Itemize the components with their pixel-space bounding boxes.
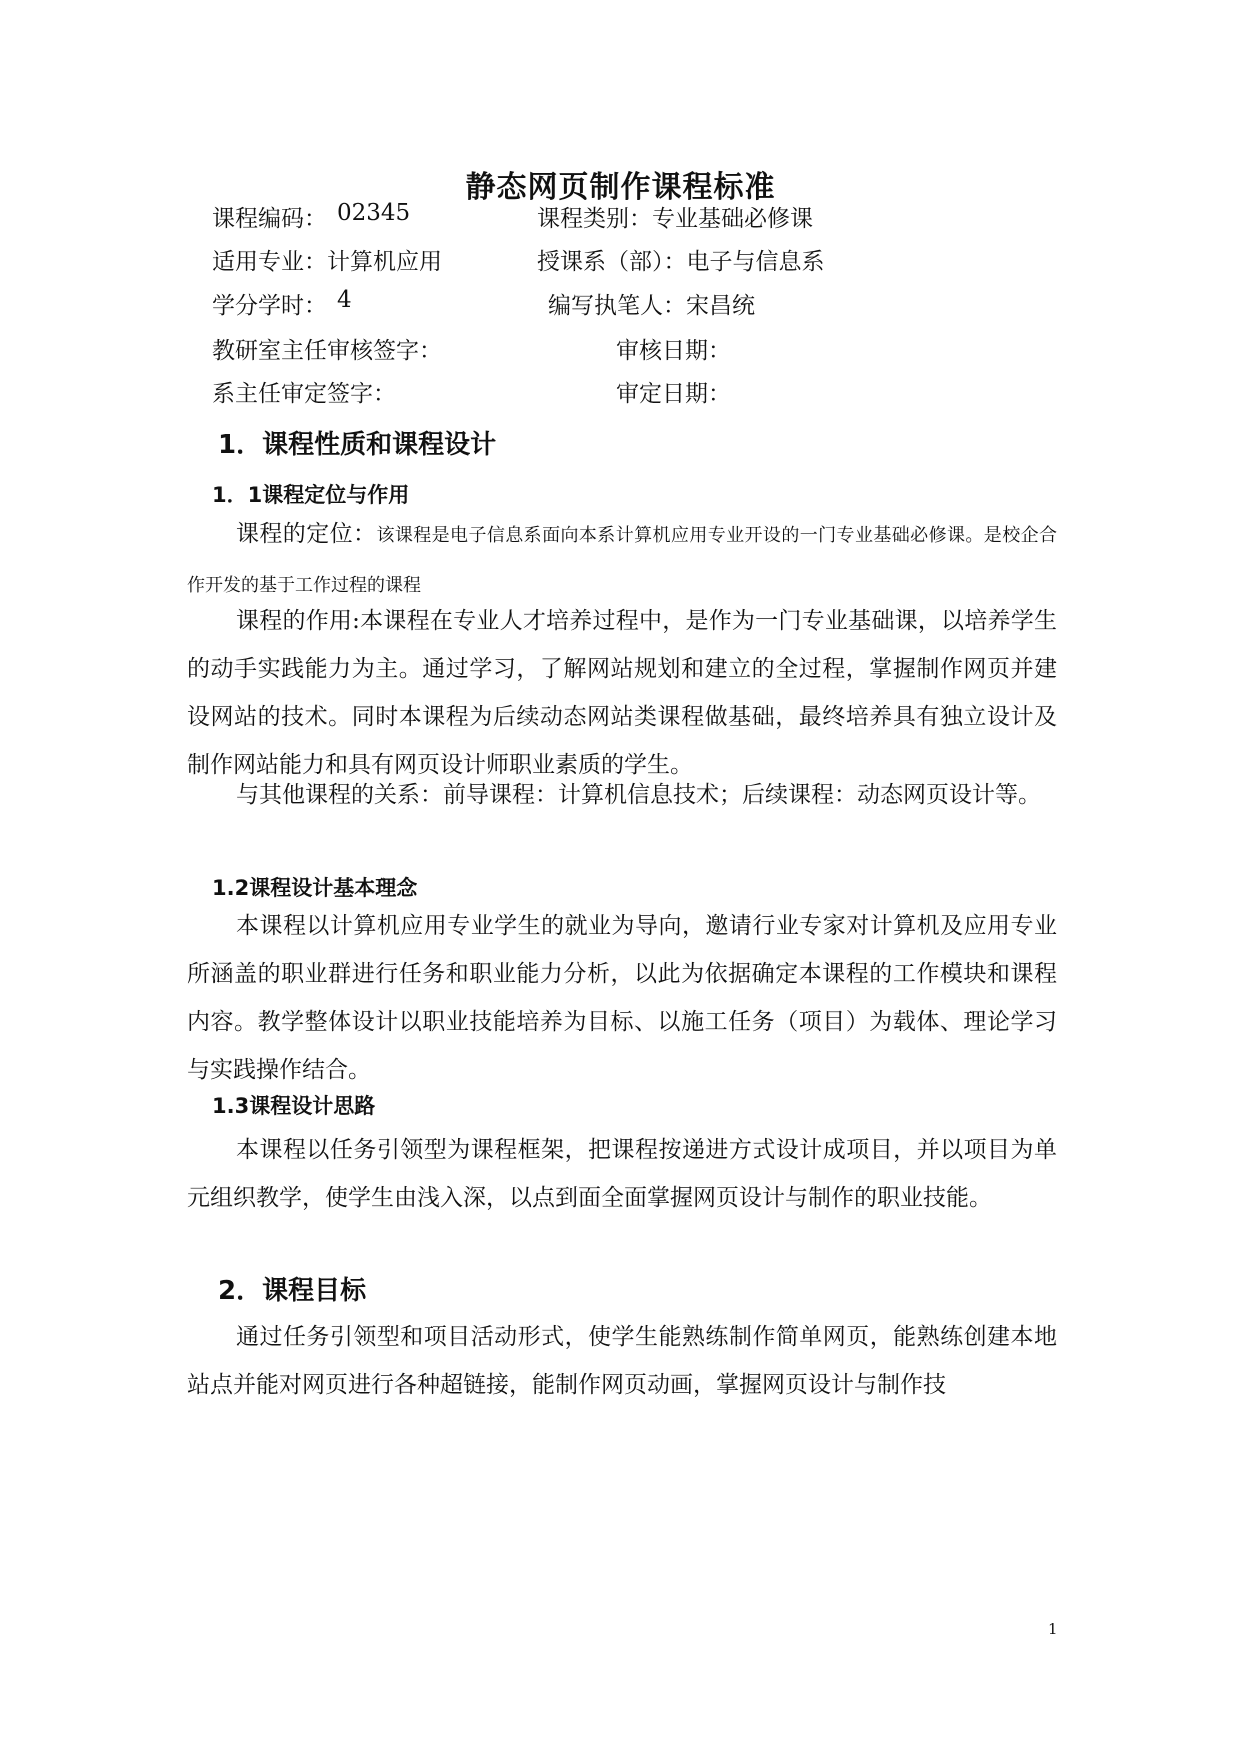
design-concept-paragraph: 本课程以计算机应用专业学生的就业为导向，邀请行业专家对计算机及应用专业所涵盖的职业群进行任务和职业能力分析，以此为依据确定本课程的工作模块和课程内容。教学整体设计以职业技能培养为目标、以施工任务（项目）为载体、理论学习与实践操作结合。 [187, 913, 1057, 1083]
positioning-label: 课程的定位： [236, 521, 377, 547]
course-role-paragraph: 课程的作用:本课程在专业人才培养过程中，是作为一门专业基础课，以培养学生的动手实践能力为主。通过学习，了解网站规划和建立的全过程，掌握制作网页并建设网站的技术。同时本课程为后续动态网站类课程做基础，最终培养具有独立设计及制作网站能力和具有网页设计师职业素质的学生。 [187, 608, 1057, 778]
dept-head-signature: 系主任审定签字： [212, 381, 396, 407]
review-date: 审核日期： [616, 338, 731, 364]
course-code-value: 02345 [337, 200, 411, 226]
page-number: 1 [1048, 1620, 1058, 1638]
section-1-3-heading: 1.3课程设计思路 [212, 1094, 376, 1118]
course-type: 课程类别：专业基础必修课 [537, 206, 813, 232]
section-1-1-heading: 1．1课程定位与作用 [212, 483, 410, 507]
teaching-department: 授课系（部）：电子与信息系 [537, 249, 825, 275]
section-1-2-heading: 1.2课程设计基本理念 [212, 876, 418, 900]
author: 编写执笔人：宋昌统 [548, 293, 755, 319]
credits-label: 学分学时： [212, 293, 327, 319]
section-1-heading: 1．课程性质和课程设计 [218, 430, 497, 460]
course-positioning-paragraph [187, 510, 1057, 610]
course-relations-paragraph: 与其他课程的关系：前导课程：计算机信息技术；后续课程：动态网页设计等。 [236, 782, 1041, 808]
section-2-heading: 2．课程目标 [218, 1276, 367, 1306]
course-code-label: 课程编码： [212, 206, 327, 232]
applicable-major: 适用专业：计算机应用 [212, 249, 442, 275]
document-title: 静态网页制作课程标准 [465, 170, 776, 205]
approve-date: 审定日期： [616, 381, 731, 407]
positioning-text: 该课程是电子信息系面向本系计算机应用专业开设的一门专业基础必修课。是校企合作开发的基于工作过程的课程 [187, 525, 1058, 596]
director-signature: 教研室主任审核签字： [212, 338, 442, 364]
design-approach-paragraph: 本课程以任务引领型为课程框架，把课程按递进方式设计成项目，并以项目为单元组织教学，使学生由浅入深，以点到面全面掌握网页设计与制作的职业技能。 [187, 1137, 1057, 1211]
course-objectives-paragraph: 通过任务引领型和项目活动形式，使学生能熟练制作简单网页，能熟练创建本地站点并能对网页进行各种超链接，能制作网页动画，掌握网页设计与制作技 [187, 1324, 1057, 1398]
credits-value: 4 [337, 287, 352, 313]
